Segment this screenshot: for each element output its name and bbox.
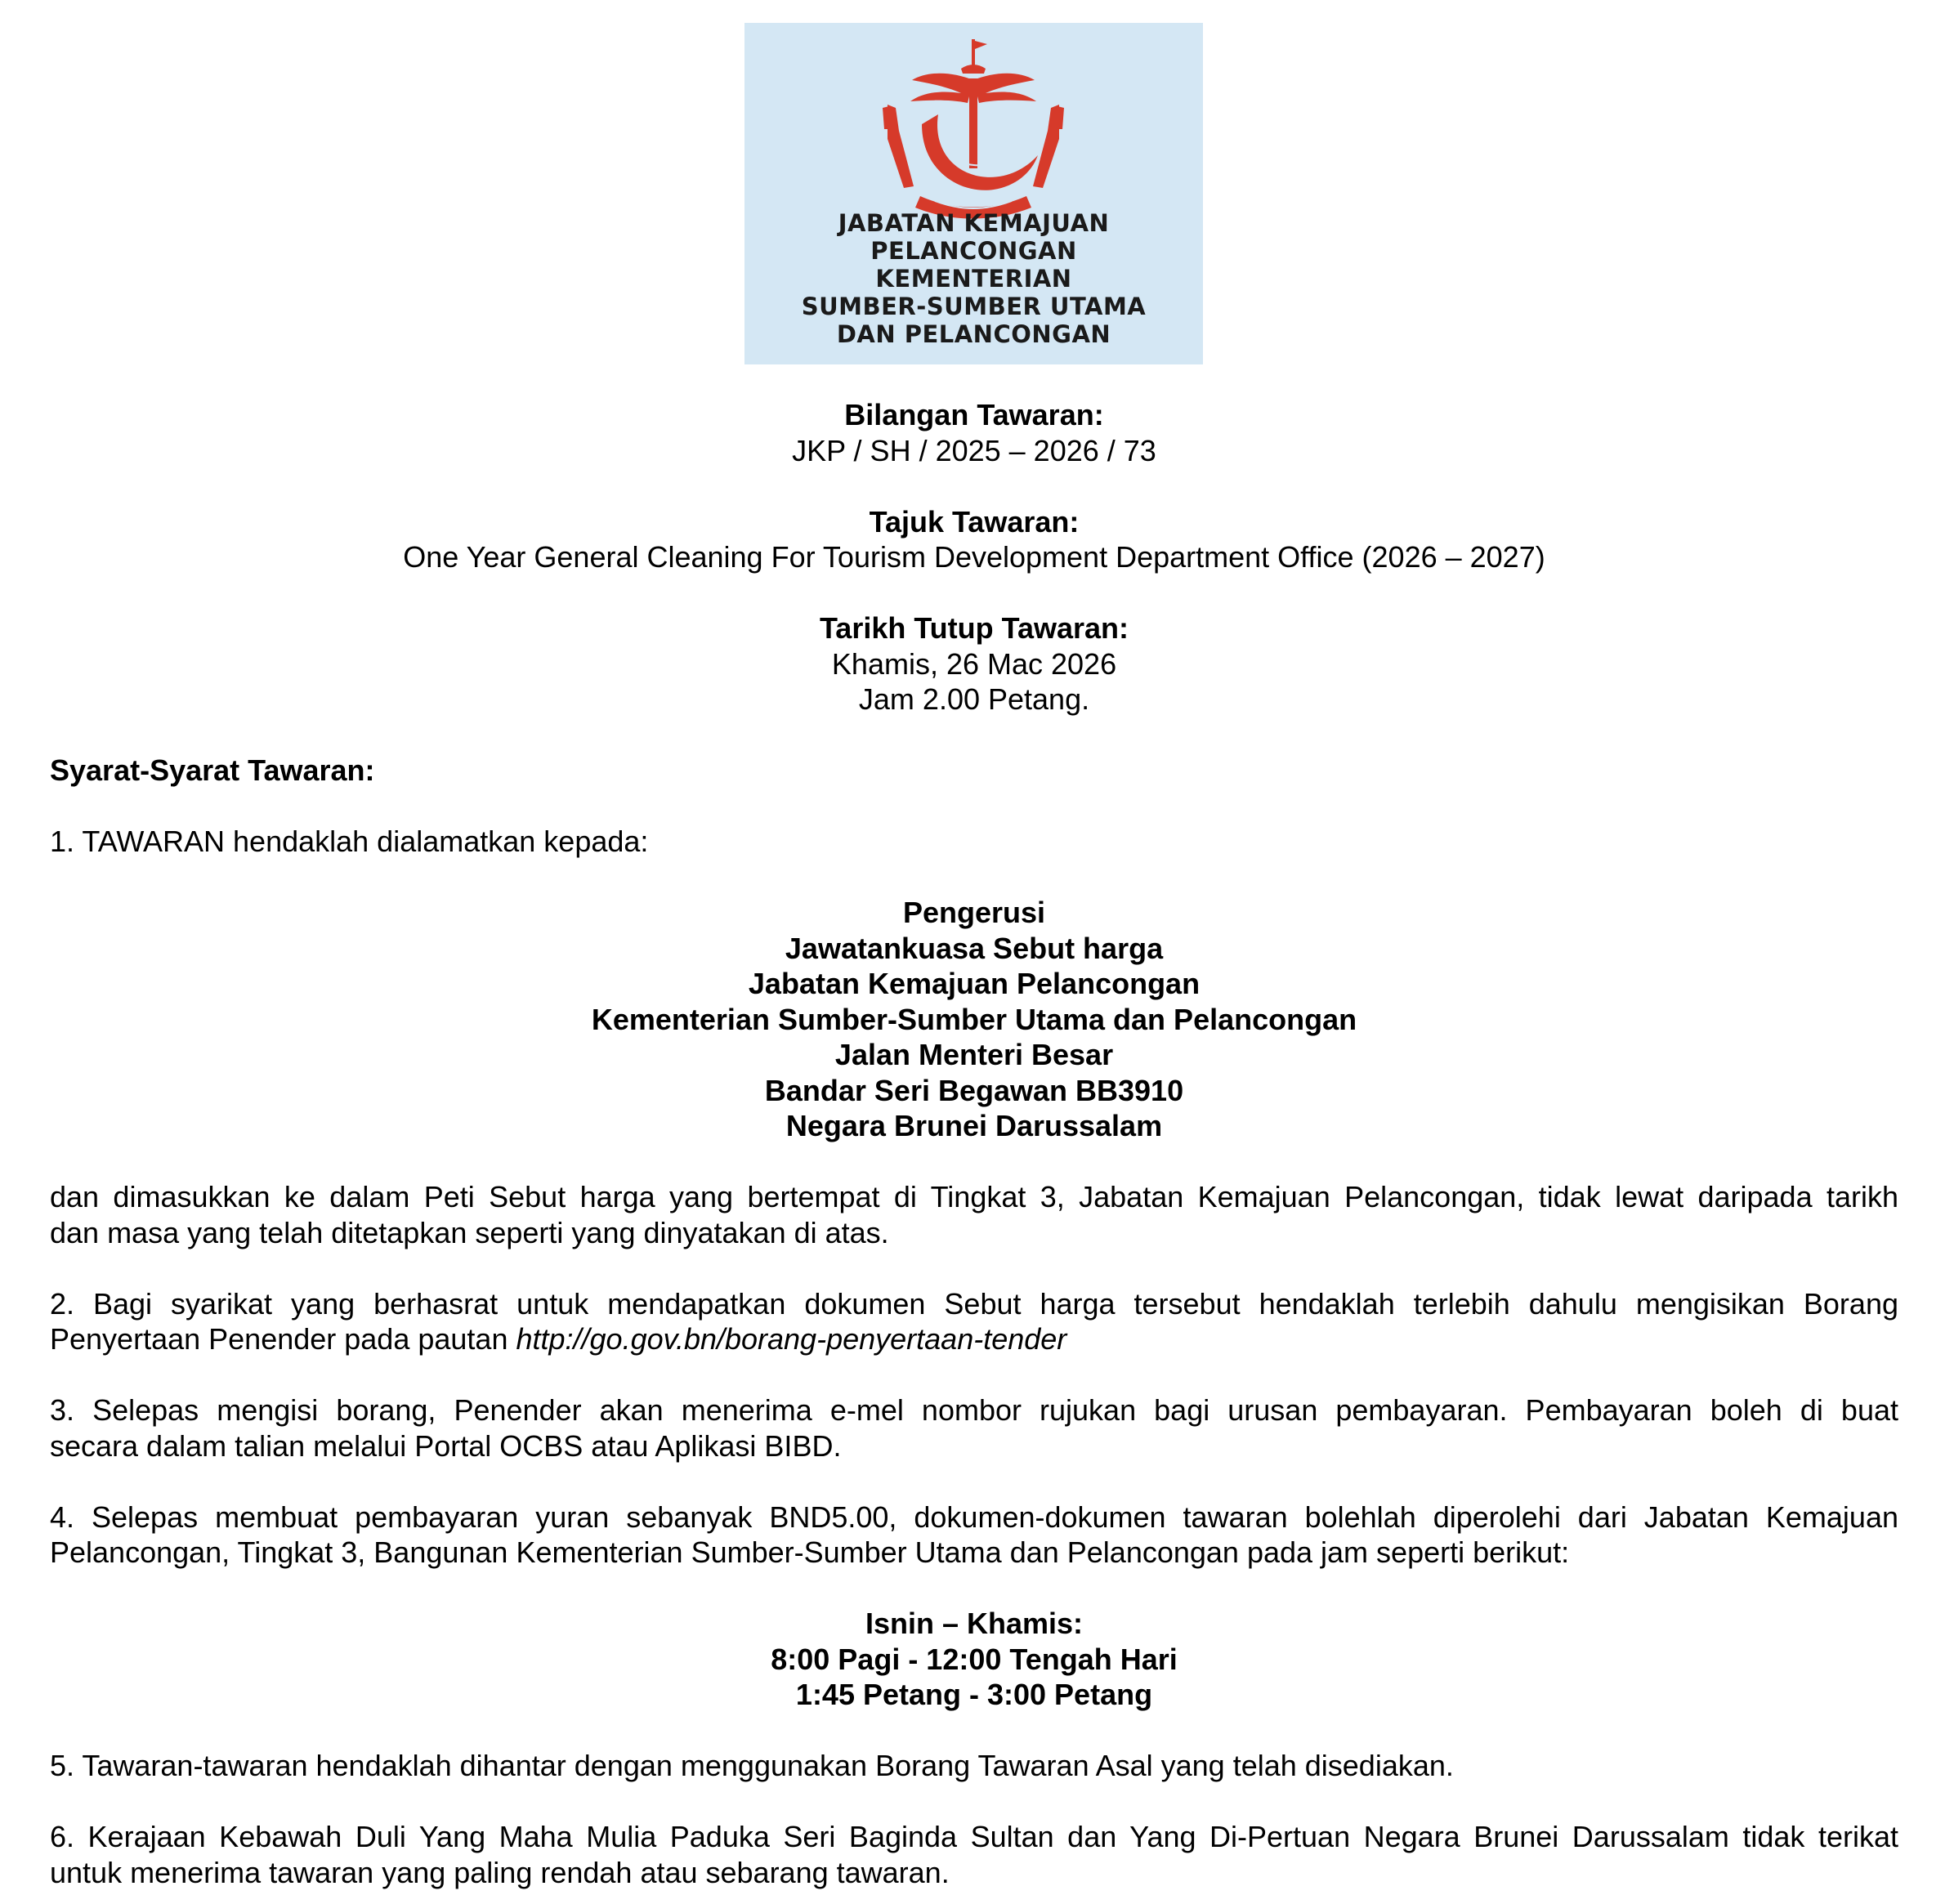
closing-date-label: Tarikh Tutup Tawaran: [819, 611, 1129, 645]
office-hours-line: 1:45 Petang - 3:00 Petang [795, 1678, 1153, 1711]
logo-line: SUMBER-SUMBER UTAMA [801, 293, 1147, 320]
brunei-state-crest-icon [871, 33, 1075, 229]
conditions-heading: Syarat-Syarat Tawaran: [50, 753, 375, 787]
logo-line: JABATAN KEMAJUAN [838, 209, 1110, 237]
logo-text [744, 209, 1203, 348]
logo-line: PELANCONGAN [870, 237, 1077, 265]
address-line: Kementerian Sumber-Sumber Utama dan Pelancongan [591, 1002, 1357, 1036]
tender-number-value: JKP / SH / 2025 – 2026 / 73 [792, 433, 1156, 467]
condition-item-6-line-1: 6. Kerajaan Kebawah Duli Yang Maha Mulia Paduka Seri Baginda Sultan dan Yang Di-Pertuan Negara Brunei Darussalam tidak terikat [50, 1820, 1898, 1853]
address-line: Jabatan Kemajuan Pelancongan [748, 967, 1201, 1000]
condition-item-2-line-1: 2. Bagi syarikat yang berhasrat untuk mendapatkan dokumen Sebut harga tersebut hendaklah terlebih dahulu mengisikan Borang [50, 1286, 1898, 1321]
office-hours-line: 8:00 Pagi - 12:00 Tengah Hari [771, 1642, 1178, 1676]
condition-item-1-line-2: dan masa yang telah ditetapkan seperti yang dinyatakan di atas. [50, 1215, 889, 1249]
address-line: Jalan Menteri Besar [834, 1038, 1114, 1071]
condition-item-5: 5. Tawaran-tawaran hendaklah dihantar dengan menggunakan Borang Tawaran Asal yang telah disediakan. [50, 1749, 1454, 1782]
tender-title-label: Tajuk Tawaran: [869, 504, 1080, 539]
condition-item-4-line-2: Pelancongan, Tingkat 3, Bangunan Kementerian Sumber-Sumber Utama dan Pelancongan pada jam seperti berikut: [50, 1535, 1570, 1569]
registration-form-link[interactable]: http://go.gov.bn/borang-penyertaan-tender [516, 1322, 1067, 1356]
closing-time-value: Jam 2.00 Petang. [858, 682, 1090, 716]
closing-date-value: Khamis, 26 Mac 2026 [831, 646, 1117, 681]
address-line: Negara Brunei Darussalam [785, 1109, 1163, 1142]
condition-item-3-line-1: 3. Selepas mengisi borang, Penender akan menerima e-mel nombor rujukan bagi urusan pembayaran. Pembayaran boleh di buat [50, 1393, 1898, 1427]
logo-line: KEMENTERIAN [875, 265, 1072, 293]
condition-item-6-line-2: untuk menerima tawaran yang paling rendah atau sebarang tawaran. [50, 1855, 950, 1889]
condition-item-2-line-2 [50, 1321, 1898, 1357]
notice-body [50, 397, 1898, 1890]
logo-line: DAN PELANCONGAN [836, 320, 1111, 348]
department-logo [744, 23, 1203, 364]
condition-item-2-text: Penyertaan Penender pada pautan [50, 1322, 516, 1356]
condition-item-1-line-1: dan dimasukkan ke dalam Peti Sebut harga yang bertempat di Tingkat 3, Jabatan Kemajuan Pelancongan, tidak lewat daripada tarikh [50, 1180, 1898, 1213]
office-hours-line: Isnin – Khamis: [865, 1607, 1084, 1640]
condition-item-1-intro: 1. TAWARAN hendaklah dialamatkan kepada: [50, 825, 649, 858]
address-line: Pengerusi [902, 896, 1046, 929]
address-block [50, 895, 1898, 1144]
office-hours-block [50, 1606, 1898, 1713]
condition-item-3-line-2: secara dalam talian melalui Portal OCBS atau Aplikasi BIBD. [50, 1428, 842, 1463]
address-line: Jawatankuasa Sebut harga [785, 931, 1164, 965]
address-line: Bandar Seri Begawan BB3910 [764, 1073, 1184, 1107]
tender-title-value: One Year General Cleaning For Tourism Development Department Office (2026 – 2027) [403, 540, 1545, 574]
tender-number-label: Bilangan Tawaran: [844, 398, 1104, 431]
condition-item-4-line-1: 4. Selepas membuat pembayaran yuran sebanyak BND5.00, dokumen-dokumen tawaran bolehlah diperolehi dari Jabatan Kemajuan [50, 1500, 1898, 1534]
